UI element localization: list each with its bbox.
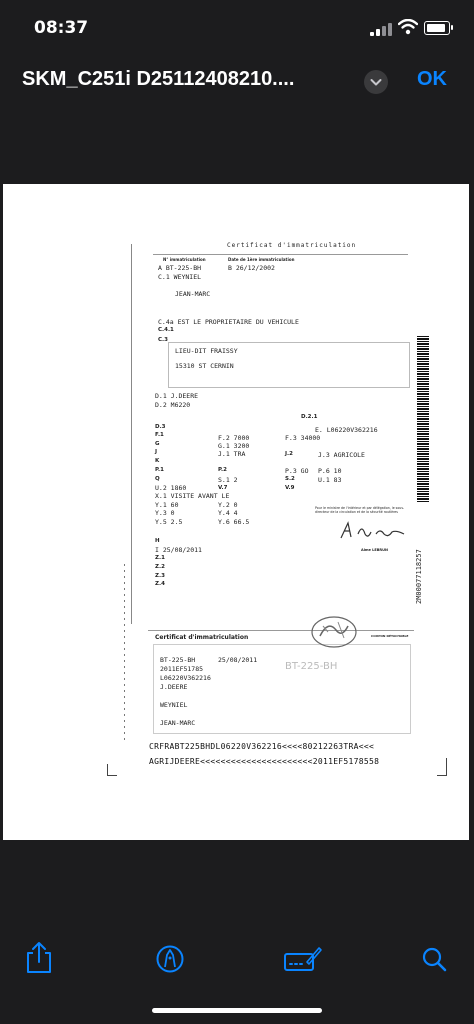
ok-button[interactable]: OK bbox=[417, 68, 447, 90]
doc-field-s2: S.2 bbox=[285, 476, 295, 482]
doc-field-g: G bbox=[155, 441, 160, 447]
home-indicator[interactable] bbox=[152, 1008, 322, 1013]
doc-field-z2: Z.2 bbox=[155, 564, 165, 570]
coupon-line-5: JEAN-MARC bbox=[160, 719, 196, 727]
doc-signer: Aime LEBRUN bbox=[361, 548, 388, 552]
doc-barcode bbox=[417, 336, 429, 502]
doc-field-d21: D.2.1 bbox=[301, 414, 318, 420]
signature-icon bbox=[283, 940, 323, 974]
doc-field-u2: U.2 1860 bbox=[155, 484, 187, 492]
doc-field-p3: P.3 GO bbox=[285, 467, 309, 475]
signature-button[interactable] bbox=[283, 940, 323, 974]
doc-date-label: Date de 1ère immatriculation bbox=[228, 257, 295, 262]
doc-field-s1: S.1 2 bbox=[218, 476, 238, 484]
document-title[interactable]: SKM_C251i D25112408210.... bbox=[22, 68, 295, 90]
doc-field-p2: P.2 bbox=[218, 467, 227, 473]
doc-field-p6: P.6 10 bbox=[318, 467, 342, 475]
status-time: 08:37 bbox=[34, 18, 89, 38]
title-menu-button[interactable] bbox=[364, 70, 388, 94]
markup-button[interactable] bbox=[154, 940, 186, 974]
doc-field-g1: G.1 3200 bbox=[218, 442, 250, 450]
doc-field-j2: J.2 bbox=[285, 451, 293, 457]
doc-field-f2: F.2 7000 bbox=[218, 434, 250, 442]
coupon-plate: BT-225-BH bbox=[160, 656, 196, 664]
doc-field-v9: V.9 bbox=[285, 485, 295, 491]
doc-field-c1b: JEAN-MARC bbox=[175, 290, 211, 298]
doc-field-y1: Y.1 60 bbox=[155, 501, 179, 509]
doc-field-d3: D.3 bbox=[155, 424, 166, 430]
doc-field-e: E. L06220V362216 bbox=[315, 426, 378, 434]
share-button[interactable] bbox=[24, 940, 54, 974]
doc-field-j3: J.3 AGRICOLE bbox=[318, 451, 365, 459]
doc-field-c4a: C.4a EST LE PROPRIETAIRE DU VEHICULE bbox=[158, 318, 299, 326]
document-page[interactable] bbox=[3, 184, 469, 840]
official-seal-icon bbox=[308, 612, 360, 652]
doc-field-c1: C.1 WEYNIEL bbox=[158, 273, 202, 281]
coupon-line-1: 2011EF51785 bbox=[160, 665, 204, 673]
bottom-toolbar bbox=[0, 930, 474, 990]
doc-field-u1: U.1 83 bbox=[318, 476, 342, 484]
doc-field-h: H bbox=[155, 538, 160, 544]
doc-field-y3: Y.3 0 bbox=[155, 509, 175, 517]
search-icon bbox=[420, 940, 450, 974]
doc-address-1: LIEU-DIT FRAISSY bbox=[175, 347, 238, 355]
doc-field-j: J bbox=[155, 449, 158, 455]
doc-mrz-2: AGRIJDEERE<<<<<<<<<<<<<<<<<<<<<<2011EF5178558 bbox=[149, 757, 380, 766]
coupon-detach: COUPON DÉTACHABLE bbox=[371, 634, 409, 638]
doc-field-y5: Y.5 2.5 bbox=[155, 518, 183, 526]
doc-field-f3: F.3 34000 bbox=[285, 434, 321, 442]
doc-field-f1: F.1 bbox=[155, 432, 164, 438]
doc-address-2: 15310 ST CERNIN bbox=[175, 362, 234, 370]
signature-scribble bbox=[338, 520, 408, 542]
chevron-down-icon bbox=[364, 70, 388, 94]
coupon-line-4: WEYNIEL bbox=[160, 701, 188, 709]
doc-num-label: N° immatriculation bbox=[163, 257, 206, 262]
doc-field-d2: D.2 M6220 bbox=[155, 401, 191, 409]
coupon-line-2: L06220V362216 bbox=[160, 674, 211, 682]
battery-icon bbox=[424, 21, 450, 35]
doc-prefet-note: Pour le ministre de l'intérieur et par délégation, le sous-directeur de la circulation et de la sécurité routières bbox=[315, 506, 405, 514]
doc-field-z3: Z.3 bbox=[155, 573, 165, 579]
coupon-title: Certificat d'immatriculation bbox=[155, 634, 249, 641]
doc-field-c3: C.3 bbox=[158, 337, 168, 343]
wifi-icon bbox=[398, 19, 418, 35]
doc-serial: 2M00077118257 bbox=[415, 549, 423, 604]
doc-heading: Certificat d'immatriculation bbox=[227, 242, 357, 249]
doc-field-q: Q bbox=[155, 476, 160, 482]
doc-field-p1: P.1 bbox=[155, 467, 164, 473]
doc-field-a: A BT-225-BH bbox=[158, 264, 202, 272]
coupon-date: 25/08/2011 bbox=[218, 656, 258, 664]
coupon-line-3: J.DEERE bbox=[160, 683, 188, 691]
doc-mrz-1: CRFRABT225BHDL06220V362216<<<<80212263TRA<<< bbox=[149, 742, 375, 751]
doc-field-d1: D.1 J.DEERE bbox=[155, 392, 199, 400]
markup-pen-icon bbox=[154, 940, 186, 974]
status-bar bbox=[0, 0, 474, 56]
doc-field-y2: Y.2 0 bbox=[218, 501, 238, 509]
doc-field-j1: J.1 TRA bbox=[218, 450, 246, 458]
doc-field-y6: Y.6 66.5 bbox=[218, 518, 250, 526]
doc-field-x1: X.1 VISITE AVANT LE bbox=[155, 492, 230, 500]
cellular-signal-icon bbox=[370, 22, 394, 36]
preview-header bbox=[0, 56, 474, 104]
share-icon bbox=[24, 940, 54, 974]
doc-field-i: I 25/08/2011 bbox=[155, 546, 202, 554]
doc-field-b: B 26/12/2002 bbox=[228, 264, 275, 272]
doc-field-v7: V.7 bbox=[218, 485, 228, 491]
doc-field-y4: Y.4 4 bbox=[218, 509, 238, 517]
search-button[interactable] bbox=[420, 940, 450, 974]
coupon-stamp: BT-225-BH bbox=[285, 661, 338, 672]
doc-field-k: K bbox=[155, 458, 160, 464]
doc-field-z4: Z.4 bbox=[155, 581, 165, 587]
doc-field-c41: C.4.1 bbox=[158, 327, 174, 333]
doc-field-z1: Z.1 bbox=[155, 555, 165, 561]
doc-side-dots bbox=[124, 564, 125, 744]
